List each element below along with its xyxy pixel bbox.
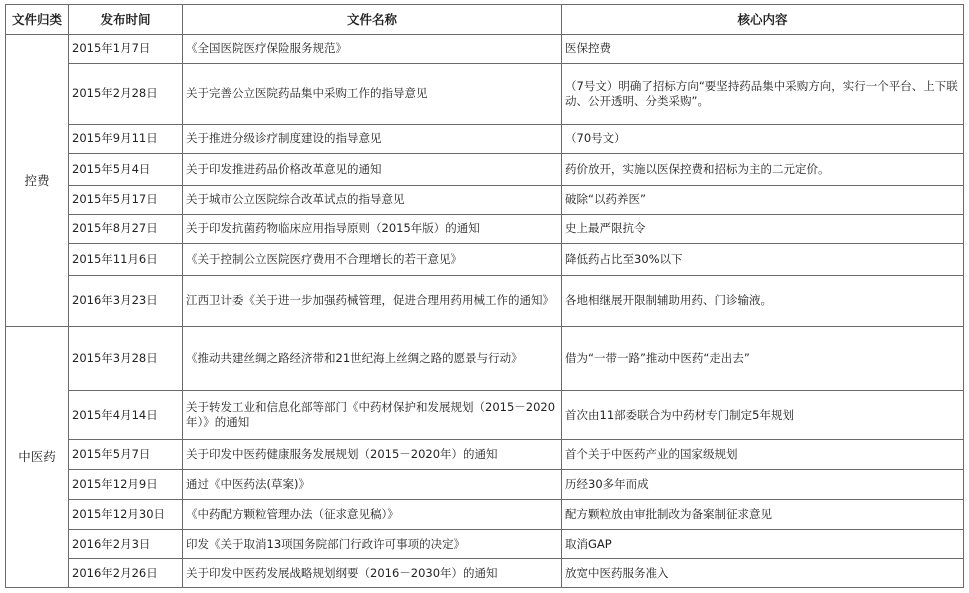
title-cell: 江西卫计委《关于进一步加强药械管理，促进合理用药用械工作的通知》: [183, 275, 562, 326]
table-row: [6, 440, 964, 470]
content-cell: 医保控费: [562, 35, 964, 64]
content-cell: （7号文）明确了招标方向“要坚持药品集中采购方向，实行一个平台、上下联动、公开透明、分类采购”。: [562, 63, 964, 124]
title-cell: 通过《中医药法(草案)》: [183, 470, 562, 500]
table-row: [6, 275, 964, 326]
table-row: [6, 326, 964, 390]
title-cell: 关于推进分级诊疗制度建设的指导意见: [183, 124, 562, 153]
title-cell: 《关于控制公立医院医疗费用不合理增长的若干意见》: [183, 243, 562, 275]
category-cell: 控费: [6, 35, 69, 327]
table-row: [6, 35, 964, 64]
table-row: [6, 214, 964, 243]
content-cell: （70号文）: [562, 124, 964, 153]
date-cell: 2015年9月11日: [69, 124, 183, 153]
table-row: [6, 559, 964, 588]
title-cell: 关于城市公立医院综合改革试点的指导意见: [183, 185, 562, 214]
date-cell: 2015年5月17日: [69, 185, 183, 214]
content-cell: 药价放开，实施以医保控费和招标为主的二元定价。: [562, 153, 964, 185]
policy-table: [5, 4, 964, 588]
header-title: 文件名称: [183, 5, 562, 35]
header-date: 发布时间: [69, 5, 183, 35]
date-cell: 2015年12月30日: [69, 500, 183, 530]
table-row: [6, 391, 964, 440]
title-cell: 《中药配方颗粒管理办法（征求意见稿）》: [183, 500, 562, 530]
title-cell: 关于转发工业和信息化部等部门《中药材保护和发展规划（2015－2020年）》的通知: [183, 391, 562, 440]
header-category: 文件归类: [6, 5, 69, 35]
content-cell: 各地相继展开限制辅助用药、门诊输液。: [562, 275, 964, 326]
content-cell: 降低药占比至30%以下: [562, 243, 964, 275]
title-cell: 关于完善公立医院药品集中采购工作的指导意见: [183, 63, 562, 124]
table-row: [6, 500, 964, 530]
date-cell: 2015年12月9日: [69, 470, 183, 500]
title-cell: 关于印发推进药品价格改革意见的通知: [183, 153, 562, 185]
title-cell: 关于印发中医药发展战略规划纲要（2016－2030年）的通知: [183, 559, 562, 588]
title-cell: 印发《关于取消13项国务院部门行政许可事项的决定》: [183, 530, 562, 559]
content-cell: 配方颗粒放由审批制改为备案制征求意见: [562, 500, 964, 530]
date-cell: 2015年4月14日: [69, 391, 183, 440]
table-row: [6, 185, 964, 214]
table-row: [6, 530, 964, 559]
content-cell: 借为“一带一路”推动中医药“走出去”: [562, 326, 964, 390]
content-cell: 放宽中医药服务准入: [562, 559, 964, 588]
date-cell: 2015年2月28日: [69, 63, 183, 124]
date-cell: 2015年1月7日: [69, 35, 183, 64]
content-cell: 取消GAP: [562, 530, 964, 559]
date-cell: 2015年8月27日: [69, 214, 183, 243]
table-header-row: [6, 5, 964, 35]
content-cell: 首个关于中医药产业的国家级规划: [562, 440, 964, 470]
date-cell: 2015年11月6日: [69, 243, 183, 275]
date-cell: 2016年3月23日: [69, 275, 183, 326]
title-cell: 《全国医院医疗保险服务规范》: [183, 35, 562, 64]
table-row: [6, 153, 964, 185]
table-row: [6, 63, 964, 124]
title-cell: 《推动共建丝绸之路经济带和21世纪海上丝绸之路的愿景与行动》: [183, 326, 562, 390]
date-cell: 2015年3月28日: [69, 326, 183, 390]
table-row: [6, 470, 964, 500]
title-cell: 关于印发抗菌药物临床应用指导原则（2015年版）的通知: [183, 214, 562, 243]
date-cell: 2016年2月26日: [69, 559, 183, 588]
header-content: 核心内容: [562, 5, 964, 35]
date-cell: 2016年2月3日: [69, 530, 183, 559]
content-cell: 首次由11部委联合为中药材专门制定5年规划: [562, 391, 964, 440]
title-cell: 关于印发中医药健康服务发展规划（2015－2020年）的通知: [183, 440, 562, 470]
content-cell: 历经30多年而成: [562, 470, 964, 500]
table-row: [6, 243, 964, 275]
content-cell: 破除“以药养医”: [562, 185, 964, 214]
date-cell: 2015年5月4日: [69, 153, 183, 185]
content-cell: 史上最严限抗令: [562, 214, 964, 243]
date-cell: 2015年5月7日: [69, 440, 183, 470]
category-cell: 中医药: [6, 326, 69, 587]
table-row: [6, 124, 964, 153]
